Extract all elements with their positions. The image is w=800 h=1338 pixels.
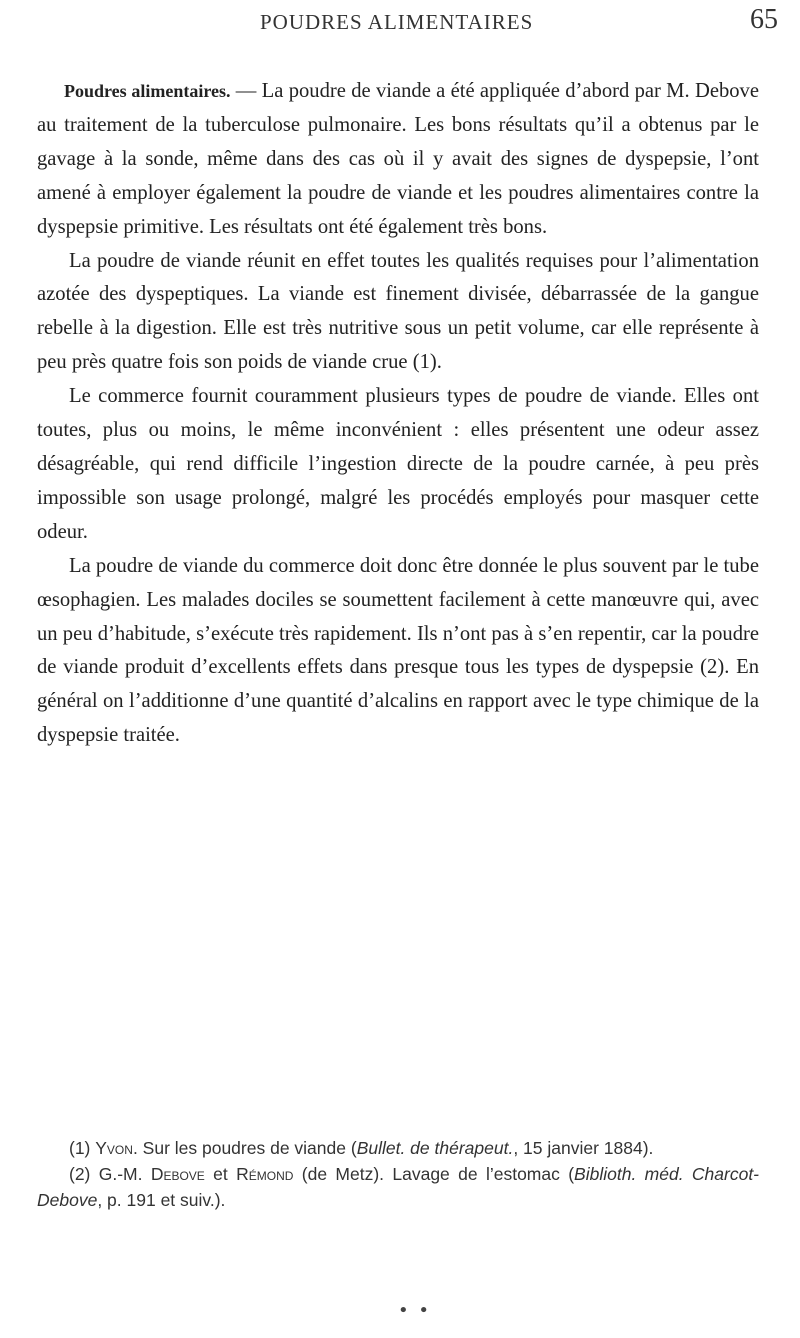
- footnote-2-text: (de Metz). Lavage de l’estomac (: [293, 1164, 575, 1184]
- footnote-1-author: Yvon: [95, 1138, 133, 1158]
- footnote-2-conjunction: et: [204, 1164, 237, 1184]
- body-text: [37, 75, 759, 753]
- page-number: 65: [750, 4, 778, 35]
- footnote-2-number: (2) G.-M.: [69, 1164, 151, 1184]
- paragraph-3: Le commerce fournit couramment plusieurs types de poudre de viande. Elles ont toutes, plus ou moins, le même inconvénient : elles présentent une odeur assez désagréable, qui rend difficile l’ingestion directe de la poudre carnée, à peu près impossible son usage prolongé, malgré les procédés employés pour masquer cette odeur.: [37, 385, 759, 543]
- footnote-1-number: (1): [69, 1138, 96, 1158]
- page-header: [0, 0, 800, 60]
- footnotes: [37, 1135, 759, 1213]
- footnote-1-text: . Sur les poudres de viande (: [132, 1138, 357, 1158]
- footnote-2-author-2: Rémond: [236, 1164, 294, 1184]
- footnote-1-source: Bullet. de thérapeut.: [356, 1138, 514, 1158]
- footnote-2-source: Biblioth. méd. Charcot-Debove: [37, 1164, 760, 1210]
- footnote-2-author-1: Debove: [150, 1164, 205, 1184]
- running-title: POUDRES ALIMENTAIRES: [260, 10, 534, 34]
- footnote-2-pages: , p. 191 et suiv.).: [97, 1190, 226, 1210]
- paragraph-2: La poudre de viande réunit en effet toutes les qualités requises pour l’alimentation azotée des dyspeptiques. La viande est finement divisée, débarrassée de la gangue rebelle à la digestion. Elle est très nutritive sous un petit volume, car elle représente à peu près quatre fois son poids de viande crue (1).: [37, 249, 759, 374]
- signature-mark: • •: [398, 1300, 431, 1321]
- footnote-2: [37, 1161, 759, 1213]
- paragraph-1: [37, 75, 759, 245]
- footnote-1: [37, 1135, 759, 1161]
- paragraph-1-text: — La poudre de viande a été appliquée d’abord par M. Debove au traitement de la tuberculose pulmonaire. Les bons résultats qu’il a obtenus par le gavage à la sonde, même dans des cas où il y avait des signes de dyspepsie, l’ont amené à employer également la poudre de viande et les poudres alimentaires contre la dyspepsie primitive. Les résultats ont été également très bons.: [37, 80, 759, 238]
- footnote-1-date: , 15 janvier 1884).: [513, 1138, 654, 1158]
- paragraph-4: La poudre de viande du commerce doit donc être donnée le plus souvent par le tube œsophagien. Les malades dociles se soumettent facilement à cette manœuvre qui, avec un peu d’habitude, s’exécute très rapidement. Ils n’ont pas à s’en repentir, car la poudre de viande produit d’excellents effets dans presque tous les types de dyspepsie (2). En général on l’additionne d’une quantité d’alcalins en rapport avec le type chimique de la dyspepsie traitée.: [37, 554, 759, 747]
- section-heading: Poudres alimentaires.: [64, 81, 231, 101]
